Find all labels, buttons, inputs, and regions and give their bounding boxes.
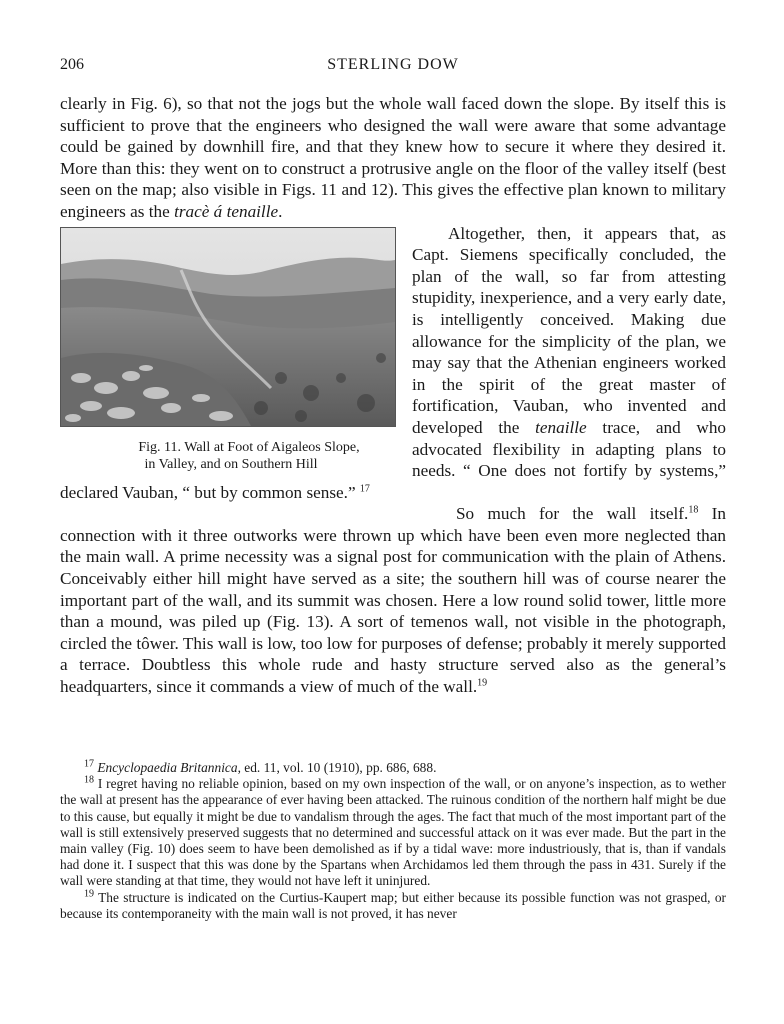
- footnote-17: [60, 760, 726, 776]
- footnote-17-number: 17: [84, 758, 94, 770]
- footnote-18: [60, 776, 726, 889]
- footnote-19-text: The structure is indicated on the Curtius-Kaupert map; but either because its possible function was not grasped, or because its contemporaneity with the main wall is not proved, it has never: [60, 889, 726, 921]
- paragraph-2-text-a: Altogether, then, it appears that, as Capt. Siemens specifically concluded, the plan of the wall, so far from attesting stupidity, inexperience, and a very early date, is intelligently conceived. Making due allowance for the simplicity of the plan, we may say that the Athenian engineers worked in the spirit of the great master of fortification, Vauban, who invented and developed the: [412, 223, 726, 437]
- figure-caption: [60, 439, 396, 473]
- footnote-ref-19[interactable]: 19: [477, 677, 488, 689]
- photo-wall-aigaleos-slope: [60, 227, 396, 427]
- footnote-19-number: 19: [84, 888, 94, 900]
- body-text: [60, 93, 726, 698]
- footnotes: [60, 760, 726, 922]
- footnote-18-text: I regret having no reliable opinion, based on my own inspection of the wall, or on anyone’s inspection, as to wether the wall at present has the appearance of ever having been attacked. The ruinous condition of the northern half might be due to this cause, but equally it might be due to vandalism through the ages. The fact that much of the most important part of the wall is still extensively preserved suggests that no determined and successful attack on it was ever made. But the part in the main valley (Fig. 10) does seem to have been demolished as if by a tidal wave: more industriously, that is, than if vandals had done it. I suspect that this was done by the Spartans when Archidamos led them through the pass in 431. Surely if the wall were standing at that time, they would not have left it uninjured.: [60, 776, 726, 889]
- footnote-18-number: 18: [84, 774, 94, 786]
- running-head: STERLING DOW: [327, 56, 459, 73]
- footnote-ref-18[interactable]: 18: [688, 504, 699, 516]
- figure-11: [60, 223, 396, 473]
- term-tenaille: tenaille: [535, 417, 587, 437]
- paragraph-1: [60, 93, 726, 223]
- footnote-17-title: Encyclopaedia Britannica: [97, 760, 238, 775]
- footnote-ref-17[interactable]: 17: [359, 482, 370, 494]
- term-trace-a-tenaille: tracè á tenaille: [174, 201, 279, 221]
- paragraph-1-end: .: [278, 201, 283, 221]
- paragraph-3-text-a: So much for the wall itself.: [456, 504, 689, 524]
- paragraph-3: [60, 503, 726, 697]
- footnote-17-text: , ed. 11, vol. 10 (1910), pp. 686, 688.: [237, 760, 437, 775]
- paragraph-1-text: clearly in Fig. 6), so that not the jogs but the whole wall faced down the slope. By itself this is sufficient to prove that the engineers who designed the wall were aware that some advantage could be gained by downhill fire, and that they knew how to secure it where they desired it. More than this: they went on to construct a protrusive angle on the floor of the valley itself (best seen on the map; also visible in Figs. 11 and 12). This gives the effective plan known to military engineers as the: [60, 94, 726, 221]
- paragraph-3-text-b: In connection with it three outworks were thrown up which have been even more neglected than the main wall. A prime necessity was a signal post for communication with the plain of Athens. Conceivably either hill might have served as a site; the southern hill was of course nearer the important part of the wall, and its summit was chosen. Here a low round solid tower, little more than a mound, was piled up (Fig. 13). A sort of temenos wall, not visible in the photograph, circled the tôwer. This wall is low, too low for purposes of defense; probably it merely supported a terrace. Doubtless this whole rude and hasty structure served also as the general’s headquarters, since it commands a view of much of the wall.: [60, 504, 726, 697]
- caption-line-1: Fig. 11. Wall at Foot of Aigaleos Slope,: [138, 439, 360, 455]
- footnote-19: [60, 890, 726, 922]
- paragraph-2-text-b: trace, and who advocated flexibility in adapting plans to needs. “ One does not fortify by systems,” declared Vauban, “ but by common sense.”: [60, 417, 727, 502]
- paragraph-2: [60, 223, 726, 504]
- caption-line-2: in Valley, and on Southern Hill: [144, 456, 318, 472]
- page-number: 206: [60, 56, 84, 73]
- page-header: [60, 56, 726, 80]
